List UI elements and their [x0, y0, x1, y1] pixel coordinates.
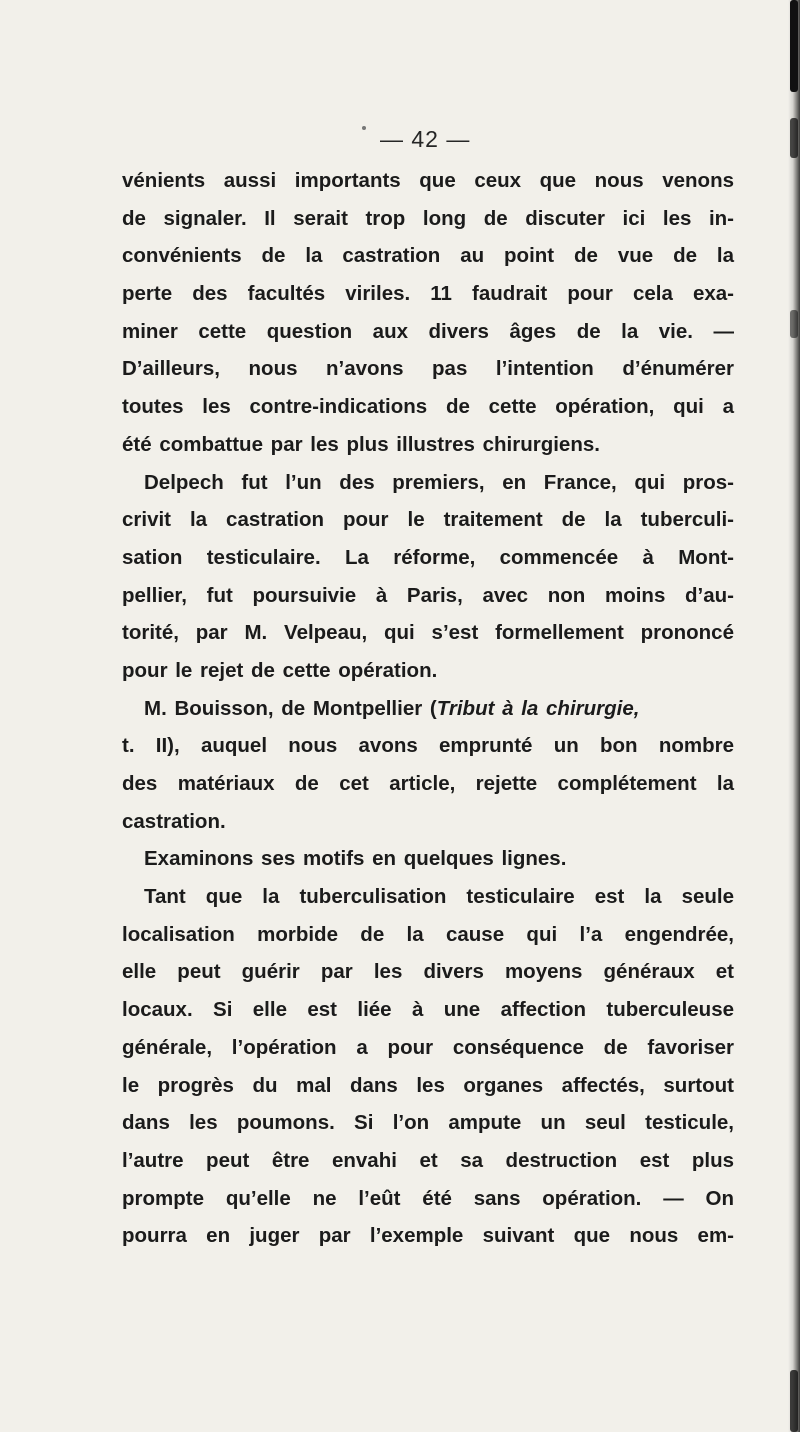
text-line: pellier, fut poursuivie à Paris, avec non moins d’au- [122, 583, 734, 607]
body-text [122, 162, 734, 1255]
paragraph-first-line: Tant que la tuberculisation testiculaire est la seule [144, 885, 734, 909]
text-line: des matériaux de cet article, rejette complétement la [122, 772, 734, 795]
text-line: castration. [122, 809, 226, 833]
binding-edge-mark [790, 118, 798, 158]
text-line: crivit la castration pour le traitement de la tuberculi- [122, 508, 734, 532]
page-edge-shadow [788, 0, 800, 1432]
text-line: locaux. Si elle est liée à une affection tuberculeuse [122, 998, 734, 1022]
text-line: dans les poumons. Si l’on ampute un seul testicule, [122, 1111, 734, 1135]
text-line: pour le rejet de cette opération. [122, 658, 438, 682]
page-number: — 42 — [380, 126, 471, 152]
text-line: elle peut guérir par les divers moyens généraux et [122, 960, 734, 984]
text-line: perte des facultés viriles. 11 faudrait pour cela exa- [122, 282, 734, 306]
paragraph-first-line: Examinons ses motifs en quelques lignes. [144, 847, 567, 871]
text-segment: M. Bouisson, de Montpellier ( [144, 696, 437, 720]
binding-edge-mark [790, 1370, 798, 1432]
text-line: convénients de la castration au point de vue de la [122, 244, 734, 268]
binding-edge-mark [790, 310, 798, 338]
ink-speck [362, 126, 366, 130]
text-line: l’autre peut être envahi et sa destruction est plus [122, 1148, 734, 1172]
text-line: été combattue par les plus illustres chirurgiens. [122, 432, 600, 456]
text-line: vénients aussi importants que ceux que nous venons [122, 169, 734, 192]
paragraph-first-line: Delpech fut l’un des premiers, en France, qui pros- [144, 470, 734, 494]
text-line: toutes les contre-indications de cette opération, qui a [122, 395, 734, 419]
paragraph-first-line [122, 690, 734, 728]
italic-title: Tribut à la chirurgie, [436, 696, 640, 720]
text-line: t. II), auquel nous avons emprunté un bon nombre [122, 734, 734, 758]
text-line: pourra en juger par l’exemple suivant que nous em- [122, 1224, 734, 1248]
text-line: de signaler. Il serait trop long de discuter ici les in- [122, 206, 734, 230]
text-line: sation testiculaire. La réforme, commencée à Mont- [122, 545, 734, 569]
text-line: miner cette question aux divers âges de la vie. — [122, 319, 734, 343]
text-line: localisation morbide de la cause qui l’a engendrée, [122, 922, 734, 946]
text-line: le progrès du mal dans les organes affectés, surtout [122, 1073, 734, 1097]
text-line: prompte qu’elle ne l’eût été sans opération. — On [122, 1186, 734, 1210]
text-line: générale, l’opération a pour conséquence de favoriser [122, 1035, 734, 1059]
text-line: D’ailleurs, nous n’avons pas l’intention d’énumérer [122, 357, 734, 381]
binding-edge-mark [790, 0, 798, 92]
text-line: torité, par M. Velpeau, qui s’est formellement prononcé [122, 621, 734, 645]
